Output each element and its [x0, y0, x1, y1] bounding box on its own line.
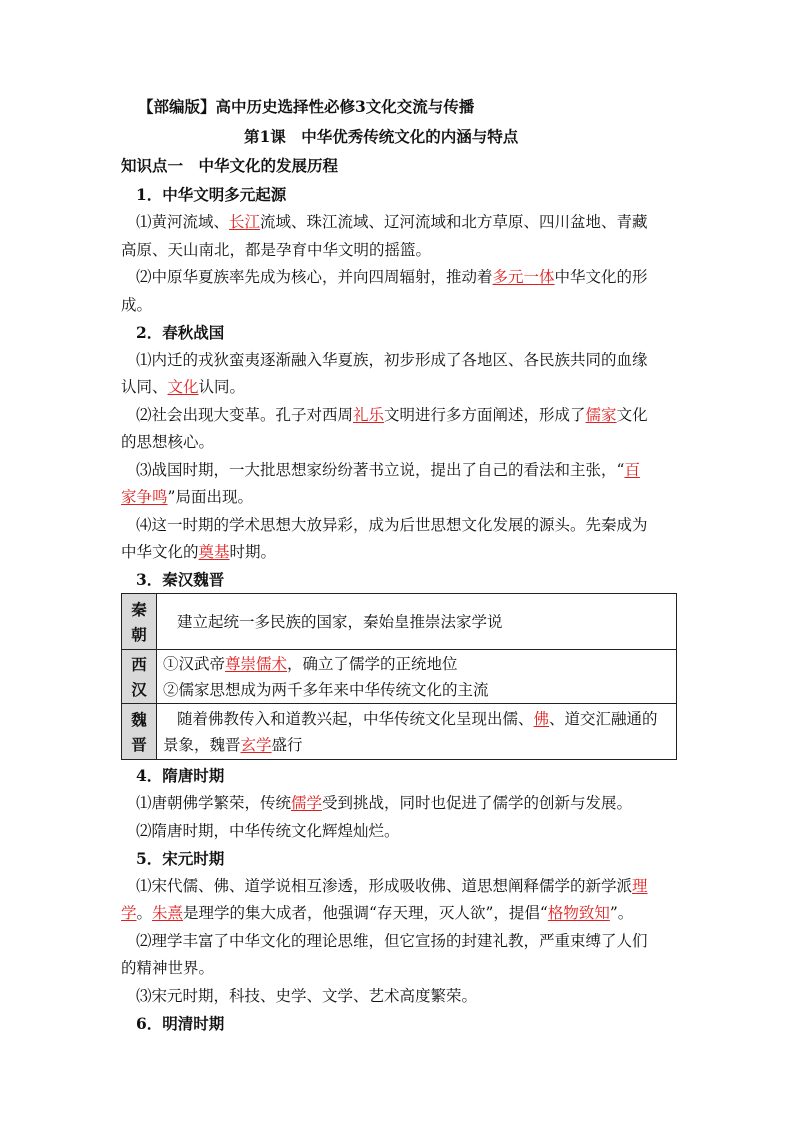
table-row	[122, 704, 677, 760]
s5-paragraph-1-line-1	[136, 875, 648, 897]
table-row-header	[122, 650, 157, 704]
text: ⑶战国时期，一大批思想家纷纷著书立说，提出了自己的看法和主张，“	[136, 461, 625, 479]
text: ⑴唐朝佛学繁荣，传统	[136, 794, 292, 812]
s4-paragraph-2: ⑵隋唐时期，中华传统文化辉煌灿烂。	[136, 822, 400, 840]
section-2-heading: 2．春秋战国	[136, 323, 225, 342]
table-row-header	[122, 594, 157, 650]
highlight-keyword: 奠基	[198, 543, 230, 561]
text: 中华文化的	[121, 543, 199, 561]
text: 认同。	[198, 378, 246, 396]
s5-paragraph-1-line-2	[121, 902, 633, 924]
text: ”。	[609, 904, 634, 922]
cell-line: ②儒家思想成为两千多年来中华传统文化的主流	[163, 680, 489, 699]
s2-paragraph-3-line-1	[136, 459, 640, 481]
text: 盛行	[271, 735, 303, 754]
highlight-keyword: 理	[632, 877, 648, 895]
highlight-keyword: 学	[121, 904, 137, 922]
highlight-keyword: 格物致知	[547, 904, 610, 922]
text: 受到挑战，同时也促进了儒学的创新与发展。	[322, 794, 633, 812]
dynasty-table	[121, 593, 677, 760]
s1-paragraph-1-line-1	[136, 211, 648, 233]
text: ”局面出现。	[167, 488, 253, 506]
table-cell	[157, 704, 677, 760]
header-char: 魏	[131, 709, 147, 729]
table-cell	[157, 594, 677, 650]
highlight-keyword: 尊崇儒术	[225, 654, 288, 673]
header-char: 晋	[131, 734, 147, 754]
text: 流域、珠江流域、辽河流域和北方草原、四川盆地、青藏	[260, 213, 648, 231]
header-char: 朝	[131, 624, 147, 644]
text: 认同、	[121, 378, 168, 396]
section-1-heading: 1．中华文明多元起源	[136, 185, 287, 204]
s2-paragraph-1-line-1: ⑴内迁的戎狄蛮夷逐渐融入华夏族，初步形成了各地区、各民族共同的血缘	[136, 351, 648, 369]
section-4-heading: 4．隋唐时期	[136, 766, 225, 785]
table-row-header	[122, 704, 157, 760]
header-char: 汉	[131, 679, 147, 699]
text: ⑵中原华夏族率先成为核心，并向四周辐射，推动着	[136, 268, 493, 286]
table-row	[122, 650, 677, 704]
highlight-keyword: 文化	[167, 378, 199, 396]
highlight-keyword: 家争鸣	[121, 488, 168, 506]
document-title: 【部编版】高中历史选择性必修3文化交流与传播	[138, 97, 475, 116]
text: 文化	[616, 406, 648, 424]
s1-paragraph-2-line-1	[136, 266, 648, 288]
section-6-heading: 6．明清时期	[136, 1014, 225, 1033]
highlight-keyword: 朱熹	[152, 904, 184, 922]
knowledge-point-heading: 知识点一 中华文化的发展历程	[121, 156, 339, 175]
s2-paragraph-1-line-2	[121, 376, 245, 398]
s2-paragraph-3-line-2	[121, 486, 253, 508]
s5-paragraph-2-line-2: 的精神世界。	[121, 959, 215, 977]
text: ，确立了儒学的正统地位	[287, 654, 458, 673]
text: 随着佛教传入和道教兴起，中华传统文化呈现出儒、	[177, 709, 534, 728]
highlight-keyword: 多元一体	[492, 268, 555, 286]
highlight-keyword: 佛	[533, 709, 550, 728]
text: 是理学的集大成者，他强调“存天理，灭人欲”，提倡“	[183, 904, 548, 922]
text: 景象，魏晋	[163, 735, 241, 754]
section-3-heading: 3．秦汉魏晋	[136, 570, 225, 589]
text: 中华文化的形	[554, 268, 648, 286]
text: 。	[136, 904, 153, 922]
text: ①汉武帝	[163, 654, 226, 673]
header-char: 秦	[131, 599, 147, 619]
s1-paragraph-2-line-2: 成。	[121, 296, 153, 314]
cell-line	[163, 651, 676, 677]
text: 时期。	[229, 543, 277, 561]
s4-paragraph-1	[136, 792, 632, 814]
highlight-keyword: 礼乐	[353, 406, 385, 424]
s2-paragraph-4-line-2	[121, 541, 276, 563]
s5-paragraph-2-line-1: ⑵理学丰富了中华文化的理论思维，但它宣扬的封建礼教，严重束缚了人们	[136, 932, 648, 950]
table-row	[122, 594, 677, 650]
cell-text: 建立起统一多民族的国家，秦始皇推崇法家学说	[177, 612, 503, 631]
highlight-keyword: 长江	[229, 213, 261, 231]
highlight-keyword: 儒家	[585, 406, 617, 424]
text: 、道交汇融通的	[549, 709, 658, 728]
text: 文明进行多方面阐述，形成了	[384, 406, 586, 424]
lesson-title: 第1课 中华优秀传统文化的内涵与特点	[244, 127, 519, 146]
highlight-keyword: 百	[624, 461, 640, 479]
table-cell	[157, 650, 677, 704]
s5-paragraph-3: ⑶宋元时期，科技、史学、文学、艺术高度繁荣。	[136, 987, 478, 1005]
highlight-keyword: 儒学	[291, 794, 323, 812]
s2-paragraph-4-line-1: ⑷这一时期的学术思想大放异彩，成为后世思想文化发展的源头。先秦成为	[136, 516, 648, 534]
cell-line	[163, 706, 676, 732]
section-5-heading: 5．宋元时期	[136, 849, 225, 868]
highlight-keyword: 玄学	[240, 735, 272, 754]
text: ⑴宋代儒、佛、道学说相互渗透，形成吸收佛、道思想阐释儒学的新学派	[136, 877, 633, 895]
s1-paragraph-1-line-2: 高原、天山南北，都是孕育中华文明的摇篮。	[121, 241, 432, 259]
s2-paragraph-2-line-1	[136, 404, 648, 426]
text: ⑵社会出现大变革。孔子对西周	[136, 406, 354, 424]
header-char: 西	[131, 654, 147, 674]
s2-paragraph-2-line-2: 的思想核心。	[121, 433, 215, 451]
cell-line	[163, 732, 676, 758]
text: ⑴黄河流域、	[136, 213, 230, 231]
